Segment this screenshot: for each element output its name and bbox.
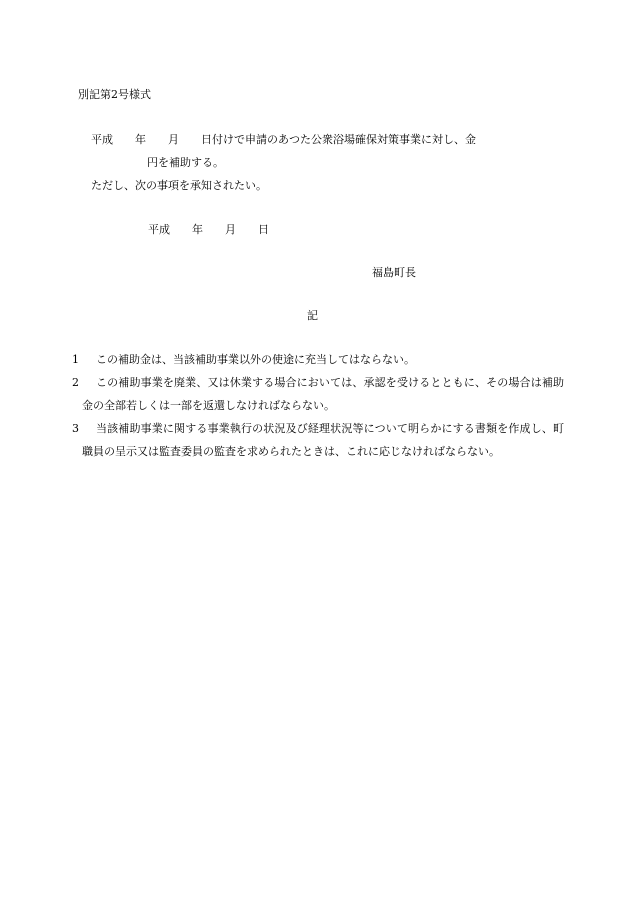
date-line: 平成 年 月 日 bbox=[148, 223, 269, 236]
condition-number: 2 bbox=[72, 376, 79, 389]
conditions-intro: ただし、次の事項を承知されたい。 bbox=[91, 179, 267, 192]
condition-text: 当該補助事業に関する事業執行の状況及び経理状況等について明らかにする書類を作成し、町職員の呈示又は監査委員の監査を求められたときは、これに応じなければならない。 bbox=[82, 422, 564, 458]
condition-number: 1 bbox=[72, 353, 79, 366]
condition-item bbox=[72, 371, 564, 417]
ki-heading: 記 bbox=[307, 309, 318, 322]
condition-text: この補助事業を廃業、又は休業する場合においては、承認を受けるとともに、その場合は補助金の全部若しくは一部を返還しなければならない。 bbox=[82, 376, 564, 412]
condition-item bbox=[72, 417, 564, 463]
condition-number: 3 bbox=[72, 422, 79, 435]
signer: 福島町長 bbox=[372, 266, 416, 279]
grant-notice-line-1: 平成 年 月 日付けで申請のあつた公衆浴場確保対策事業に対し、金 bbox=[91, 133, 476, 146]
condition-text: この補助金は、当該補助事業以外の使途に充当してはならない。 bbox=[96, 353, 415, 366]
grant-notice-line-2: 円を補助する。 bbox=[147, 156, 224, 169]
condition-item bbox=[72, 348, 564, 371]
form-label: 別記第2号様式 bbox=[78, 88, 151, 101]
